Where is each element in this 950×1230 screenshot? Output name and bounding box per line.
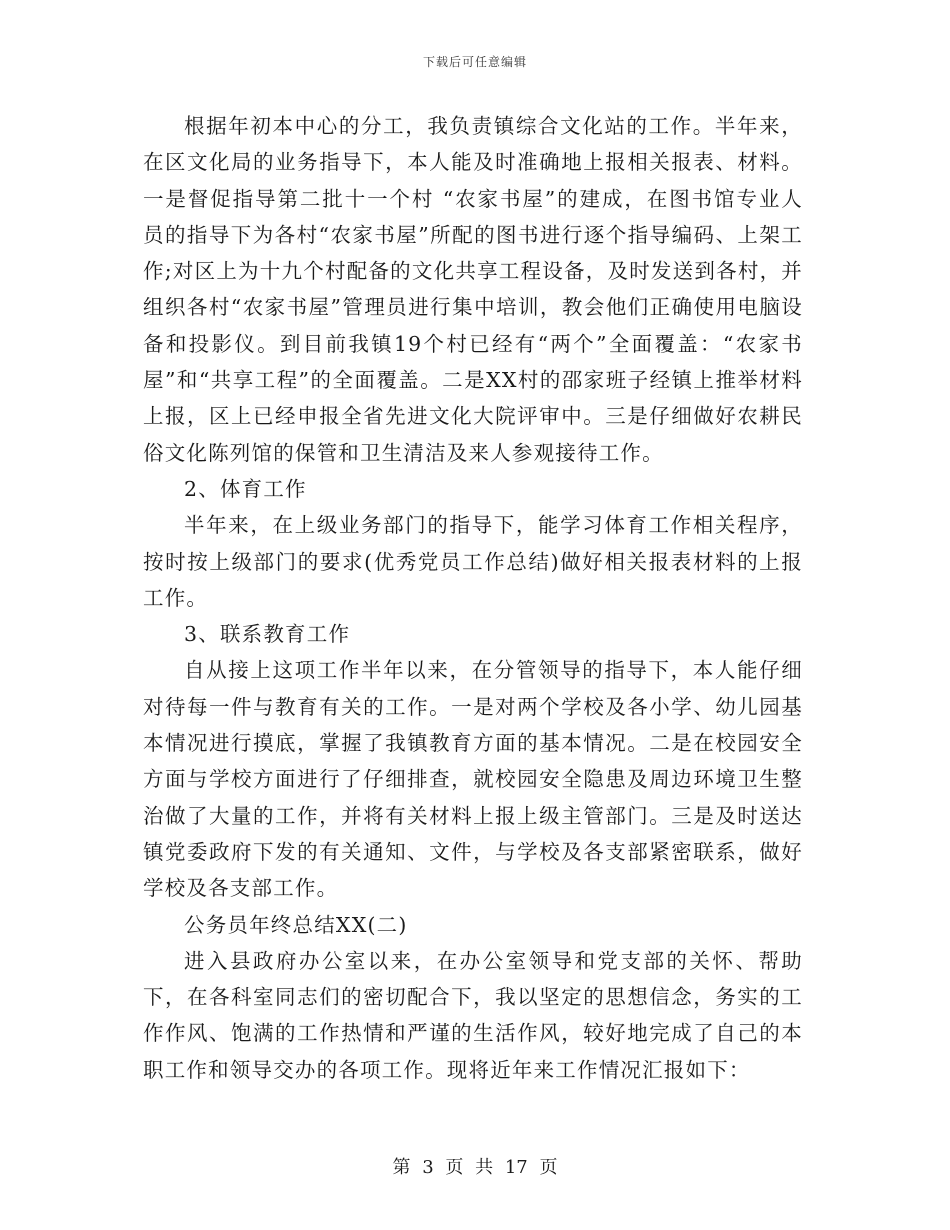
paragraph-county-office: 进入县政府办公室以来，在办公室领导和党支部的关怀、帮助下，在各科室同志们的密切配合下，我以坚定的思想信念，务实的工作作风、饱满的工作热情和严谨的生活作风，较好地完成了自己的本职工作和领导交办的各项工作。现将近年来工作情况汇报如下： <box>143 948 803 1082</box>
document-body <box>143 108 803 1088</box>
section-heading-sports: 2、体育工作 <box>184 476 307 501</box>
paragraph-culture-station: 根据年初本中心的分工，我负责镇综合文化站的工作。半年来，在区文化局的业务指导下，本人能及时准确地上报相关报表、材料。一是督促指导第二批十一个村 “农家书屋”的建成，在图书馆专业人员的指导下为各村“农家书屋”所配的图书进行逐个指导编码、上架工作;对区上为十九个村配备的文化共享工程设备，及时发送到各村，并组织各村“农家书屋”管理员进行集中培训，教会他们正确使用电脑设备和投影仪。到目前我镇19个村已经有“两个”全面覆盖：“农家书屋”和“共享工程”的全面覆盖。二是XX村的邵家班子经镇上推举材料上报，区上已经申报全省先进文化大院评审中。三是仔细做好农耕民俗文化陈列馆的保管和卫生清洁及来人参观接待工作。 <box>143 114 803 465</box>
section-heading-summary-two: 公务员年终总结XX(二) <box>184 912 408 937</box>
page-number: 第 3 页 共 17 页 <box>392 1157 558 1178</box>
paragraph-sports: 半年来，在上级业务部门的指导下，能学习体育工作相关程序，按时按上级部门的要求(优秀党员工作总结)做好相关报表材料的上报工作。 <box>143 513 803 610</box>
paragraph-education: 自从接上这项工作半年以来，在分管领导的指导下，本人能仔细对待每一件与教育有关的工作。一是对两个学校及各小学、幼儿园基本情况进行摸底，掌握了我镇教育方面的基本情况。二是在校园安全方面与学校方面进行了仔细排查，就校园安全隐患及周边环境卫生整治做了大量的工作，并将有关材料上报上级主管部门。三是及时送达镇党委政府下发的有关通知、文件，与学校及各支部紧密联系，做好学校及各支部工作。 <box>143 658 803 901</box>
page-header: 下载后可任意编辑 <box>422 55 527 69</box>
section-heading-education: 3、联系教育工作 <box>184 622 351 647</box>
